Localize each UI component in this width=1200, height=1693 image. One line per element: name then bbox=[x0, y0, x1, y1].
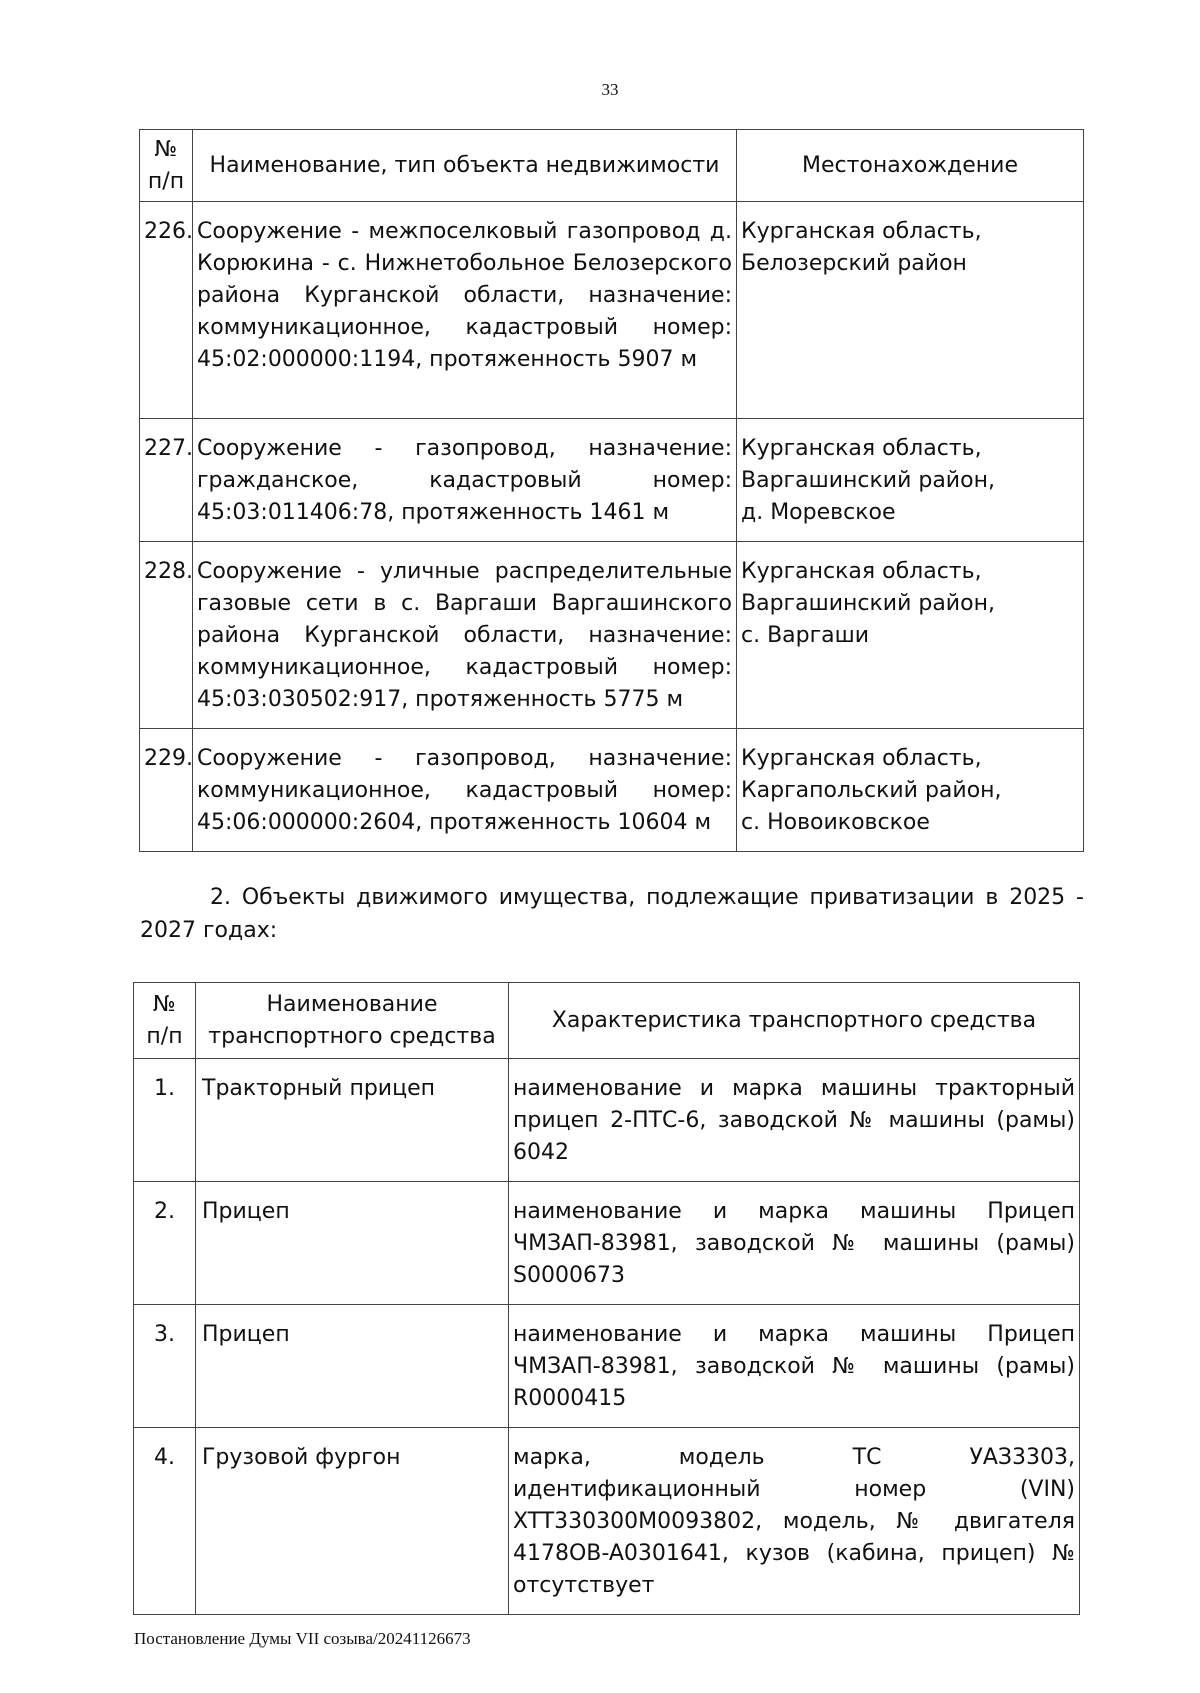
object-location: Курганская область, Каргапольский район, с. Новоиковское bbox=[737, 729, 1084, 852]
table-row bbox=[134, 1059, 1080, 1182]
table-row bbox=[140, 202, 1084, 419]
real-estate-table bbox=[139, 129, 1084, 852]
vehicle-name: Грузовой фургон bbox=[196, 1428, 509, 1615]
table-header-row bbox=[140, 130, 1084, 202]
vehicle-details: наименование и марка машины тракторный прицеп 2-ПТС-6, заводской № машины (рамы) 6042 bbox=[509, 1059, 1080, 1182]
table-row bbox=[134, 1305, 1080, 1428]
object-location: Курганская область, Белозерский район bbox=[737, 202, 1084, 419]
row-number: 227. bbox=[140, 419, 193, 542]
header-location: Местонахождение bbox=[737, 130, 1084, 202]
table-row bbox=[140, 729, 1084, 852]
vehicle-name: Прицеп bbox=[196, 1305, 509, 1428]
vehicle-name: Прицеп bbox=[196, 1182, 509, 1305]
table-row bbox=[134, 1182, 1080, 1305]
table-row bbox=[134, 1428, 1080, 1615]
header-number: № п/п bbox=[140, 130, 193, 202]
header-number: № п/п bbox=[134, 983, 196, 1059]
row-number: 229. bbox=[140, 729, 193, 852]
object-name: Сооружение - уличные распределительные газовые сети в с. Варгаши Варгашинского района Курганской области, назначение: коммуникационное, кадастровый номер: 45:03:030502:917, протяженность 5775 м bbox=[193, 542, 737, 729]
vehicle-name: Тракторный прицеп bbox=[196, 1059, 509, 1182]
vehicle-details: наименование и марка машины Прицеп ЧМЗАП-83981, заводской № машины (рамы) R0000415 bbox=[509, 1305, 1080, 1428]
row-number: 1. bbox=[134, 1059, 196, 1182]
row-number: 228. bbox=[140, 542, 193, 729]
object-name: Сооружение - газопровод, назначение: гражданское, кадастровый номер: 45:03:011406:78, протяженность 1461 м bbox=[193, 419, 737, 542]
row-number: 226. bbox=[140, 202, 193, 419]
table-row bbox=[140, 542, 1084, 729]
section-2-heading: 2. Объекты движимого имущества, подлежащие приватизации в 2025 - 2027 годах: bbox=[140, 885, 1084, 943]
row-number: 3. bbox=[134, 1305, 196, 1428]
vehicle-details: марка, модель ТС УАЗ3303, идентификационный номер (VIN) XTT330300M0093802, модель, № двигателя 4178OB-A0301641, кузов (кабина, прицеп) № отсутствует bbox=[509, 1428, 1080, 1615]
header-name: Наименование, тип объекта недвижимости bbox=[193, 130, 737, 202]
object-location: Курганская область, Варгашинский район, д. Моревское bbox=[737, 419, 1084, 542]
row-number: 2. bbox=[134, 1182, 196, 1305]
header-vehicle-name: Наименование транспортного средства bbox=[196, 983, 509, 1059]
table-row bbox=[140, 419, 1084, 542]
document-footer: Постановление Думы VII созыва/20241126673 bbox=[134, 1629, 471, 1648]
movable-property-table bbox=[133, 982, 1080, 1615]
header-vehicle-details: Характеристика транспортного средства bbox=[509, 983, 1080, 1059]
table-header-row bbox=[134, 983, 1080, 1059]
object-name: Сооружение - межпоселковый газопровод д. Корюкина - с. Нижнетобольное Белозерского района Курганской области, назначение: коммуникационное, кадастровый номер: 45:02:000000:1194, протяженность 5907 м bbox=[193, 202, 737, 419]
row-number: 4. bbox=[134, 1428, 196, 1615]
object-name: Сооружение - газопровод, назначение: коммуникационное, кадастровый номер: 45:06:000000:2604, протяженность 10604 м bbox=[193, 729, 737, 852]
vehicle-details: наименование и марка машины Прицеп ЧМЗАП-83981, заводской № машины (рамы) S0000673 bbox=[509, 1182, 1080, 1305]
object-location: Курганская область, Варгашинский район, с. Варгаши bbox=[737, 542, 1084, 729]
page-number: 33 bbox=[601, 80, 619, 99]
